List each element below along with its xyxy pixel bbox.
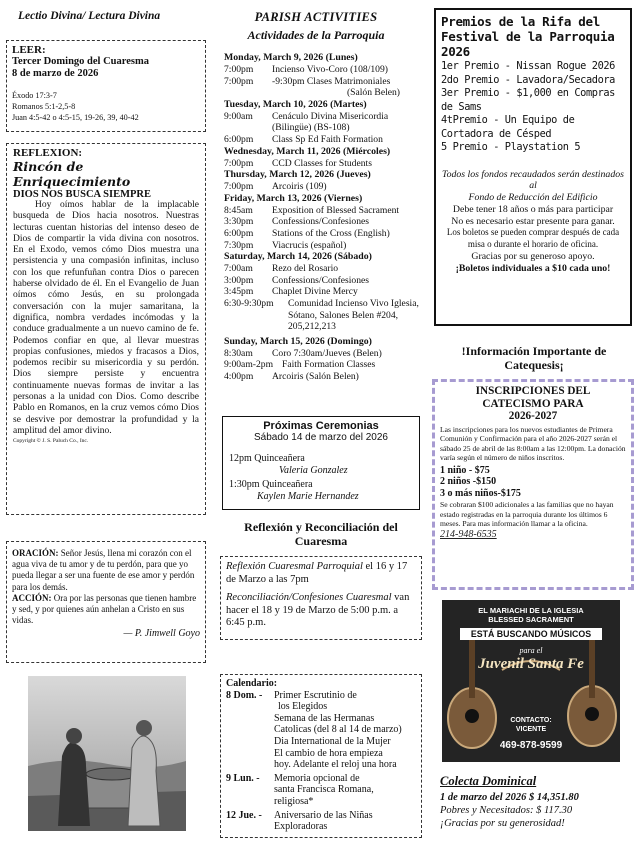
event-text: Confessions/Confesiones [272,274,370,286]
oracion-text: Señor Jesús, llena mi corazón con el agua viva de tu amor y de tu perdón, para que yo pueda llegar a ser una fuente de ese amor y perdón para los demás. [12,548,195,592]
calendario-line: Semana de las Hermanas [274,712,375,724]
calendario-line: Aniversario de las Niñas [274,809,373,821]
event-text: Rezo del Rosario [272,263,339,275]
colecta-line3: ¡Gracias por su generosidad! [440,818,565,829]
schedule-event [224,64,420,76]
reconciliacion-box [220,556,422,640]
schedule-event [224,348,420,360]
schedule-day: Thursday, March 12, 2026 (Jueves) [224,169,371,181]
catequesis-price: 3 o más niños-$175 [440,487,521,499]
reflexion-body: Hoy oímos hablar de la implacable busqueda de Dios hacia nosotros. Nuestras lecturas cuentan historias del intenso deseo de Dios de compartir la vida divina con nosotros. En el Exodo, vemos cómo Dios muestra una persistencia y una compasión infinitas, incluso con los que refunfuñan contra Dios o parecen haberse olvidado de él. En el Evangelio de Juan oímos cómo Jesús, en su prolongada conversación con la mujer samaritana, la dignifica, nombra verdades incómodas y la conduce gradualmente a un nuevo camino de fe. Podemos confiar en que, al llevar muestras propias confusiones, miedos y fracasos a Dios, podemos recibir su misericordia y su perdón. Dios siempre persiste y encuentra continuamente nuevas formas de invitar a las personas a la unidad con Dios. Como describe Pablo en Romanos, en la cruz vemos cómo Dios se desvive por demostrar la profundidad y la amplitud del amor divino. [13,200,199,436]
leer-ref: Romanos 5:1-2,5-8 [12,102,76,111]
event-text: -9:30pm Clases Matrimoniales [272,75,391,87]
schedule-day: Monday, March 9, 2026 (Lunes) [224,52,358,63]
accion-text: Ora por las personas que tienen hambre y sed, y por quienes aún anhelan a Cristo en sus vidas. [12,592,197,626]
event-text: Confessions/Confesiones [272,216,370,228]
reflexion-heading: DIOS NOS BUSCA SIEMPRE [13,189,151,200]
calendario-box [220,674,422,838]
catequesis-heading: !Información Importante de Catequesis¡ [461,344,607,372]
calendario-item [226,773,416,808]
reflexion-label: REFLEXION: [13,147,83,159]
event-time: 3:45pm [224,286,254,298]
parish-subtitle: Actividades de la Parroquia [247,28,385,42]
reconciliacion-confesiones: Reconciliación/Confesiones Cuaresmal [226,592,392,603]
reflexion-cuaresmal: Reflexión Cuaresmal Parroquial [226,561,363,572]
event-text: Stations of the Cross (English) [272,227,390,239]
schedule-event [224,205,420,217]
leer-ref: Éxodo 17:3-7 [12,91,57,100]
event-time: 7:00pm [224,181,254,193]
event-time: 7:00pm [224,157,254,169]
rifa-info: No es necesario estar presente para ganar. [451,215,615,227]
mariachi-contact-label: CONTACTO: [510,717,552,724]
ceremony-name: Kaylen Marie Hernandez [257,491,359,502]
event-time: 6:00pm [224,227,254,239]
ceremonias-date: Sábado 14 de marzo del 2026 [254,432,388,443]
leer-date: 8 de marzo de 2026 [12,68,99,79]
event-text: Cenáculo Divina Misericordia (Bilingüe) (BS-108) [272,110,389,134]
schedule-event [224,216,420,228]
catequesis-body: Las inscripciones para los nuevos estudiantes de Primera Comunión y Confirmación para el año 2026-2027 serán el sábado 25 de abril de las 8:00am a las 12:00pm. La donación varía según el número de niños inscritos. [440,424,626,462]
colecta-title: Colecta Dominical [440,774,537,788]
calendario-title: Calendario: [226,678,278,689]
leer-title: Tercer Domingo del Cuaresma [12,56,149,67]
calendario-line: Catolicas (del 8 al 14 de marzo) [274,724,402,736]
event-time: 8:45am [224,204,253,216]
calendario-date: 8 Dom. - [226,689,263,701]
event-time: 3:30pm [224,216,254,228]
calendario-line: santa Francisca Romana, [274,784,374,796]
ceremony-time: 12pm [229,453,252,464]
event-text: Arcoiris (Salón Belen) [272,370,359,382]
calendario-item [226,810,416,833]
ceremony-time: 1:30pm [229,479,260,490]
schedule-event [224,228,420,240]
event-text: (Salón Belen) [346,87,400,99]
rifa-prize: 4tPremio - Un Equipo de Cortadora de Césped [441,114,575,140]
reconciliacion-title-1: Reflexión y Reconciliación del [244,520,398,534]
mariachi-banner: ESTÁ BUSCANDO MÚSICOS [460,628,602,640]
event-time: 8:30am [224,347,253,359]
schedule-day: Wednesday, March 11, 2026 (Miércoles) [224,145,391,157]
schedule-event [224,263,420,275]
rifa-prize: 2do Premio - Lavadora/Secadora [441,73,615,86]
reflexion-subtitle-2: Enriquecimiento [13,174,131,189]
mariachi-line4: para el [519,646,543,655]
rifa-info: Gracias por su generoso apoyo. [471,251,595,263]
reflexion-box [6,143,206,515]
rifa-prize: 1er Premio - Nissan Rogue 2026 [441,60,615,72]
catequesis-title-3: 2026-2027 [508,410,558,422]
event-text: Coro 7:30am/Jueves (Belen) [272,347,382,359]
event-time: 7:30pm [224,239,254,251]
ceremony-type: Quinceañera [254,453,305,464]
event-time: 3:00pm [224,274,254,286]
guitar-icon [442,600,620,762]
event-time: 9:00am [224,110,253,122]
rifa-title: Premios de la Rifa del Festival de la Parroquia 2026 [441,14,615,59]
mariachi-contact-name: VICENTE [515,726,547,733]
rifa-info: Los boletos se pueden comprar después de cada misa o durante el horario de oficina. [446,227,620,250]
event-text: Faith Formation Classes [282,359,376,371]
calendario-line: hoy. Adelante el reloj una hora [274,759,397,771]
mariachi-poster [442,600,620,762]
catequesis-phone-link[interactable]: 214-948-6535 [440,528,497,540]
oracion-box [6,541,206,663]
schedule-day: Sunday, March 15, 2026 (Domingo) [224,335,372,347]
accion-label: ACCIÓN: [12,592,52,603]
leer-label: LEER: [12,44,46,56]
calendario-line: Primer Escrutinio de [274,689,357,701]
oracion-author: — P. Jimwell Goyo [123,628,200,640]
catequesis-title-1: INSCRIPCIONES DEL [475,385,591,397]
schedule-event [224,111,420,134]
schedule-day: Tuesday, March 10, 2026 (Martes) [224,98,367,110]
event-text: Comunidad Incienso Vivo Iglesia, Sótano, Salones Belen #204, 205,212,213 [288,297,419,333]
mariachi-phone: 469-878-9599 [499,740,563,751]
reconciliacion-title [216,520,426,548]
woman-at-well-illustration [28,676,186,831]
colecta-line2: Pobres y Necesitados: $ 117.30 [440,805,573,816]
catequesis-title-2: CATECISMO PARA [482,397,584,410]
calendario-date: 12 Jue. - [226,809,262,821]
event-text: Exposition of Blessed Sacrament [272,204,400,216]
schedule-event [224,134,420,146]
ceremonias-box [222,416,420,510]
ceremonias-title: Próximas Ceremonias [263,420,379,432]
parish-title: PARISH ACTIVITIES [254,10,378,24]
event-text: Viacrucis (español) [272,239,347,251]
leer-ref: Juan 4:5-42 o 4:5-15, 19-26, 39, 40-42 [12,113,139,122]
calendario-line: los Elegidos [278,701,328,713]
leer-box [6,40,206,132]
reflexion-subtitle-1: Rincón de [13,159,84,174]
rifa-prize: 5 Premio - Playstation 5 [441,141,581,153]
event-text: Incienso Vivo-Coro (108/109) [272,64,388,75]
schedule-event [224,240,420,252]
mariachi-line1: EL MARIACHI DE LA IGLESIA [478,606,584,615]
calendario-line: El cambio de hora empieza [274,747,383,759]
event-text: Class Sp Ed Faith Formation [272,133,383,145]
schedule-event [224,298,420,333]
parish-schedule [224,52,420,382]
schedule-event [224,87,420,99]
calendario-line: Memoria opcional de [274,772,360,784]
event-time: 7:00am [224,263,253,275]
event-text: CCD Classes for Students [272,157,372,169]
reflexion-subtitle [13,159,199,189]
event-text: Arcoiris (109) [272,181,327,193]
schedule-day: Friday, March 13, 2026 (Viernes) [224,192,363,204]
reflexion-cuaresmal-date: el 16 y 17 de Marzo a las 7pm [226,561,408,585]
calendario-line: religiosa* [274,795,314,807]
oracion-label: ORACIÓN: [12,548,59,558]
event-time: 7:00pm [224,75,254,87]
schedule-event [224,286,420,298]
rifa-info: Debe tener 18 años o más para participar [452,203,614,215]
rifa-info: Fondo de Reducción del Edificio [468,192,598,204]
schedule-event [224,76,420,88]
rifa-info: ¡Boletos individuales a $10 cada uno! [455,262,611,274]
catequesis-box [432,379,634,590]
catequesis-title [440,385,626,423]
rifa-box [434,8,632,326]
woman-at-well-image [28,676,186,831]
calendario-date: 9 Lun. - [226,772,260,784]
mariachi-line5: Juvenil Santa Fe [478,656,584,672]
reconciliacion-title-2: Cuaresma [294,534,348,548]
catequesis-price: 2 niños -$150 [440,476,497,487]
schedule-day: Saturday, March 14, 2026 (Sábado) [224,251,372,263]
catequesis-price: 1 niño - $75 [440,464,490,476]
event-time: 6:30-9:30pm [224,297,274,309]
calendario-line: Exploradoras [274,821,328,833]
ceremony-type: Quinceañera [262,479,313,490]
event-time: 4:00pm [224,370,254,382]
schedule-event [224,275,420,287]
mariachi-line2: BLESSED SACRAMENT [488,615,574,624]
event-time: 9:00am-2pm [224,359,274,371]
schedule-event [224,181,420,193]
rifa-info: Todos los fondos recaudados serán destinados al [442,168,624,192]
lectio-header: Lectio Divina/ Lectura Divina [18,10,161,22]
reflexion-copyright: Copyright © J. S. Paluch Co., Inc. [13,438,89,445]
rifa-prize: 3er Premio - $1,000 en Compras de Sams [441,87,615,113]
colecta-line1: 1 de marzo del 2026 $ 14,351.80 [440,792,579,803]
reconciliacion-date: van hacer el 18 y 19 de Marzo de 5:00 p.m. a 6:45 p.m. [226,592,410,628]
calendario-item [226,690,416,771]
ceremony-name: Valeria Gonzalez [279,465,348,476]
colecta-section [440,774,636,830]
schedule-event [224,158,420,170]
schedule-event [224,359,420,371]
catequesis-footer: Se cobraran $100 adicionales a las familias que no hayan estado registradas en la parroquia durante los últimos 6 meses. Para mas información llamar a la oficina. [440,500,614,528]
event-text: Chaplet Divine Mercy [272,286,358,298]
calendario-line: Dia International de la Mujer [274,735,391,747]
event-time: 7:00pm [224,64,254,75]
event-time: 6:00pm [224,133,254,145]
schedule-event [224,371,420,383]
